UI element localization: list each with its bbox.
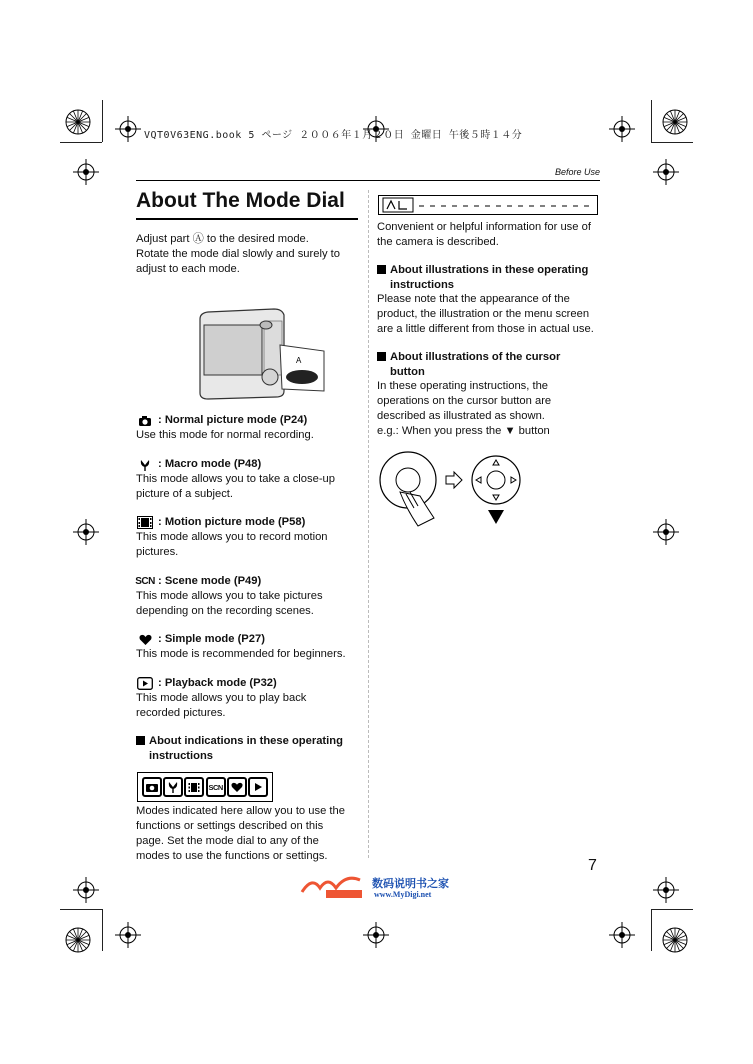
indications-desc: Modes indicated here allow you to use the functions or settings described on this page. Set the mode dial to any of the modes to use the functions or settings.	[136, 805, 345, 862]
macro-flower-icon	[163, 777, 183, 797]
note-box	[378, 195, 598, 215]
mode-desc: Use this mode for normal recording.	[136, 429, 314, 441]
svg-text:A: A	[296, 356, 302, 365]
mode-desc: This mode is recommended for beginners.	[136, 648, 346, 660]
camera-icon	[142, 777, 162, 797]
mode-desc: This mode allows you to take a close-up	[136, 473, 335, 485]
mode-desc: pictures.	[136, 546, 179, 558]
mode-normal	[136, 413, 358, 443]
watermark-url: www.MyDigi.net	[374, 890, 432, 899]
intro-line: adjust to each mode.	[136, 263, 240, 275]
mode-desc: recorded pictures.	[136, 707, 226, 719]
mode-scene	[136, 574, 358, 619]
cursor-heading: About illustrations of the cursor button	[377, 350, 601, 380]
page-number: 7	[588, 857, 597, 874]
cursor-desc: In these operating instructions, the operations on the cursor button are described as illustrated as shown. e.g.: When you press the ▼ button	[377, 380, 552, 437]
square-bullet-icon	[377, 352, 386, 361]
mode-desc: depending on the recording scenes.	[136, 605, 314, 617]
mode-icon-strip	[137, 772, 273, 802]
play-icon	[248, 777, 268, 797]
mode-simple	[136, 632, 358, 662]
mode-desc: This mode allows you to play back	[136, 692, 307, 704]
scene-icon: SCN	[206, 777, 226, 797]
scene-icon: SCN	[135, 576, 155, 587]
film-icon	[136, 516, 154, 529]
intro-line: Adjust part Ⓐ to the desired mode.	[136, 233, 309, 245]
mydigi-logo	[300, 872, 370, 898]
illustrations-desc: Please note that the appearance of the product, the illustration or the menu screen are a little different from those in actual use.	[377, 293, 594, 335]
print-header: VQT0V63ENG.book 5 ページ ２００６年１月２０日 金曜日 午後５時１４分	[144, 130, 523, 141]
heart-icon	[136, 633, 154, 646]
mode-label: : Playback mode (P32)	[158, 677, 277, 689]
mode-playback	[136, 676, 358, 721]
mode-desc: picture of a subject.	[136, 488, 234, 500]
title-rule	[136, 218, 358, 220]
mode-label: : Macro mode (P48)	[158, 458, 262, 470]
mode-label: : Motion picture mode (P58)	[158, 516, 306, 528]
play-icon	[136, 677, 154, 690]
camera-illustration	[196, 305, 330, 405]
page-title: About The Mode Dial	[136, 189, 345, 212]
mode-desc: This mode allows you to record motion	[136, 531, 328, 543]
column-divider	[368, 190, 369, 858]
indications-heading: About indications in these operating instructions	[136, 734, 358, 764]
mode-desc: This mode allows you to take pictures	[136, 590, 323, 602]
film-icon	[184, 777, 204, 797]
cursor-button-illustration	[378, 448, 528, 530]
heart-icon	[227, 777, 247, 797]
mode-label: : Simple mode (P27)	[158, 633, 265, 645]
intro-line: Rotate the mode dial slowly and surely to	[136, 248, 340, 260]
square-bullet-icon	[136, 736, 145, 745]
macro-flower-icon	[136, 458, 154, 471]
section-label: Before Use	[554, 167, 600, 177]
intro-text	[136, 232, 358, 277]
mode-label: : Normal picture mode (P24)	[158, 414, 308, 426]
note-desc: Convenient or helpful information for use of the camera is described.	[377, 221, 591, 248]
mode-macro	[136, 457, 358, 502]
watermark-brand: 数码说明书之家	[372, 878, 449, 890]
mode-motion	[136, 515, 358, 560]
illustrations-heading: About illustrations in these operating instructions	[377, 263, 601, 293]
square-bullet-icon	[377, 265, 386, 274]
mode-label: : Scene mode (P49)	[158, 575, 262, 587]
camera-icon	[136, 414, 154, 427]
header-rule	[136, 180, 600, 181]
